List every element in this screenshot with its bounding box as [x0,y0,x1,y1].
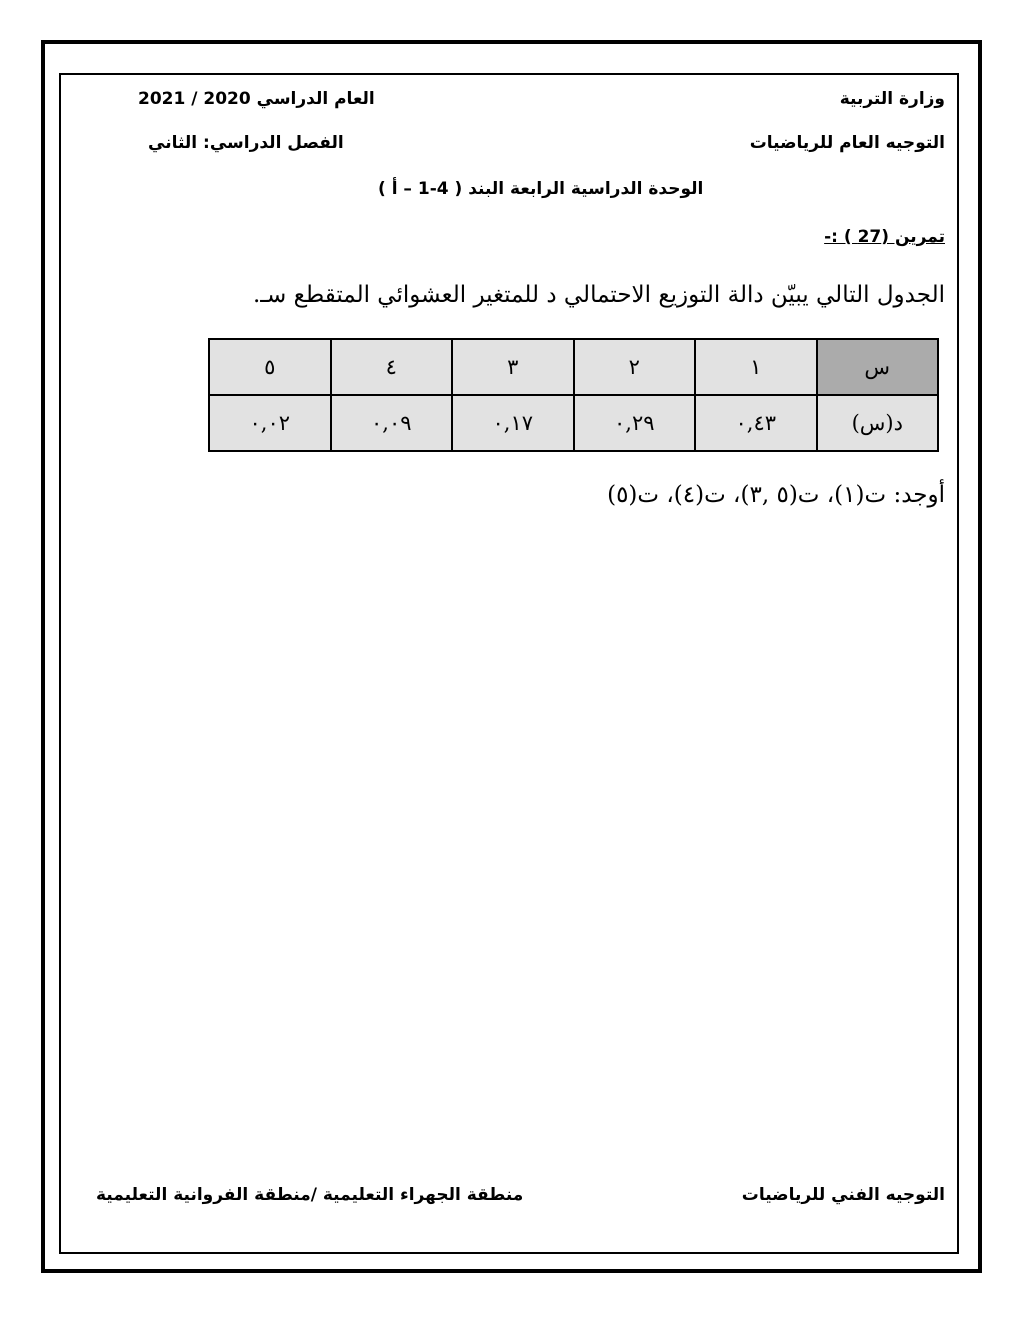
table-row-x [209,339,938,395]
exercise-question: أوجد: ت(١)، ت(٥ ,٣)، ت(٤)، ت(٥) [607,482,945,508]
semester-label: الفصل الدراسي: الثاني [148,133,344,153]
ministry-label: وزارة التربية [839,89,945,109]
exercise-statement: الجدول التالي يبيّن دالة التوزيع الاحتمالي د للمتغير العشوائي المتقطع سـ. [252,282,945,308]
table-row-probability [209,395,938,451]
probability-value-cell: ٠,١٧ [452,395,574,451]
probability-value-cell: ٠,٢٩ [574,395,696,451]
x-value-cell: ٢ [574,339,696,395]
footer-department: التوجيه الفني للرياضيات [741,1185,945,1205]
probability-table [208,338,939,452]
probability-value-cell: ٠,٤٣ [695,395,817,451]
x-value-cell: ١ [695,339,817,395]
exercise-title: تمرين (27 ) :- [824,227,945,247]
department-label: التوجيه العام للرياضيات [749,133,945,153]
probability-value-cell: ٠,٠٢ [209,395,331,451]
x-value-cell: ٤ [331,339,453,395]
row-label-probability: د(س) [817,395,939,451]
academic-year: العام الدراسي 2020 / 2021 [138,89,375,109]
footer-regions: منطقة الجهراء التعليمية /منطقة الفروانية التعليمية [96,1185,524,1205]
x-value-cell: ٥ [209,339,331,395]
unit-label: الوحدة الدراسية الرابعة البند ( 4-1 – أ ) [378,179,704,199]
x-value-cell: ٣ [452,339,574,395]
inner-page-border [59,73,959,1254]
probability-value-cell: ٠,٠٩ [331,395,453,451]
row-label-x: س [817,339,939,395]
